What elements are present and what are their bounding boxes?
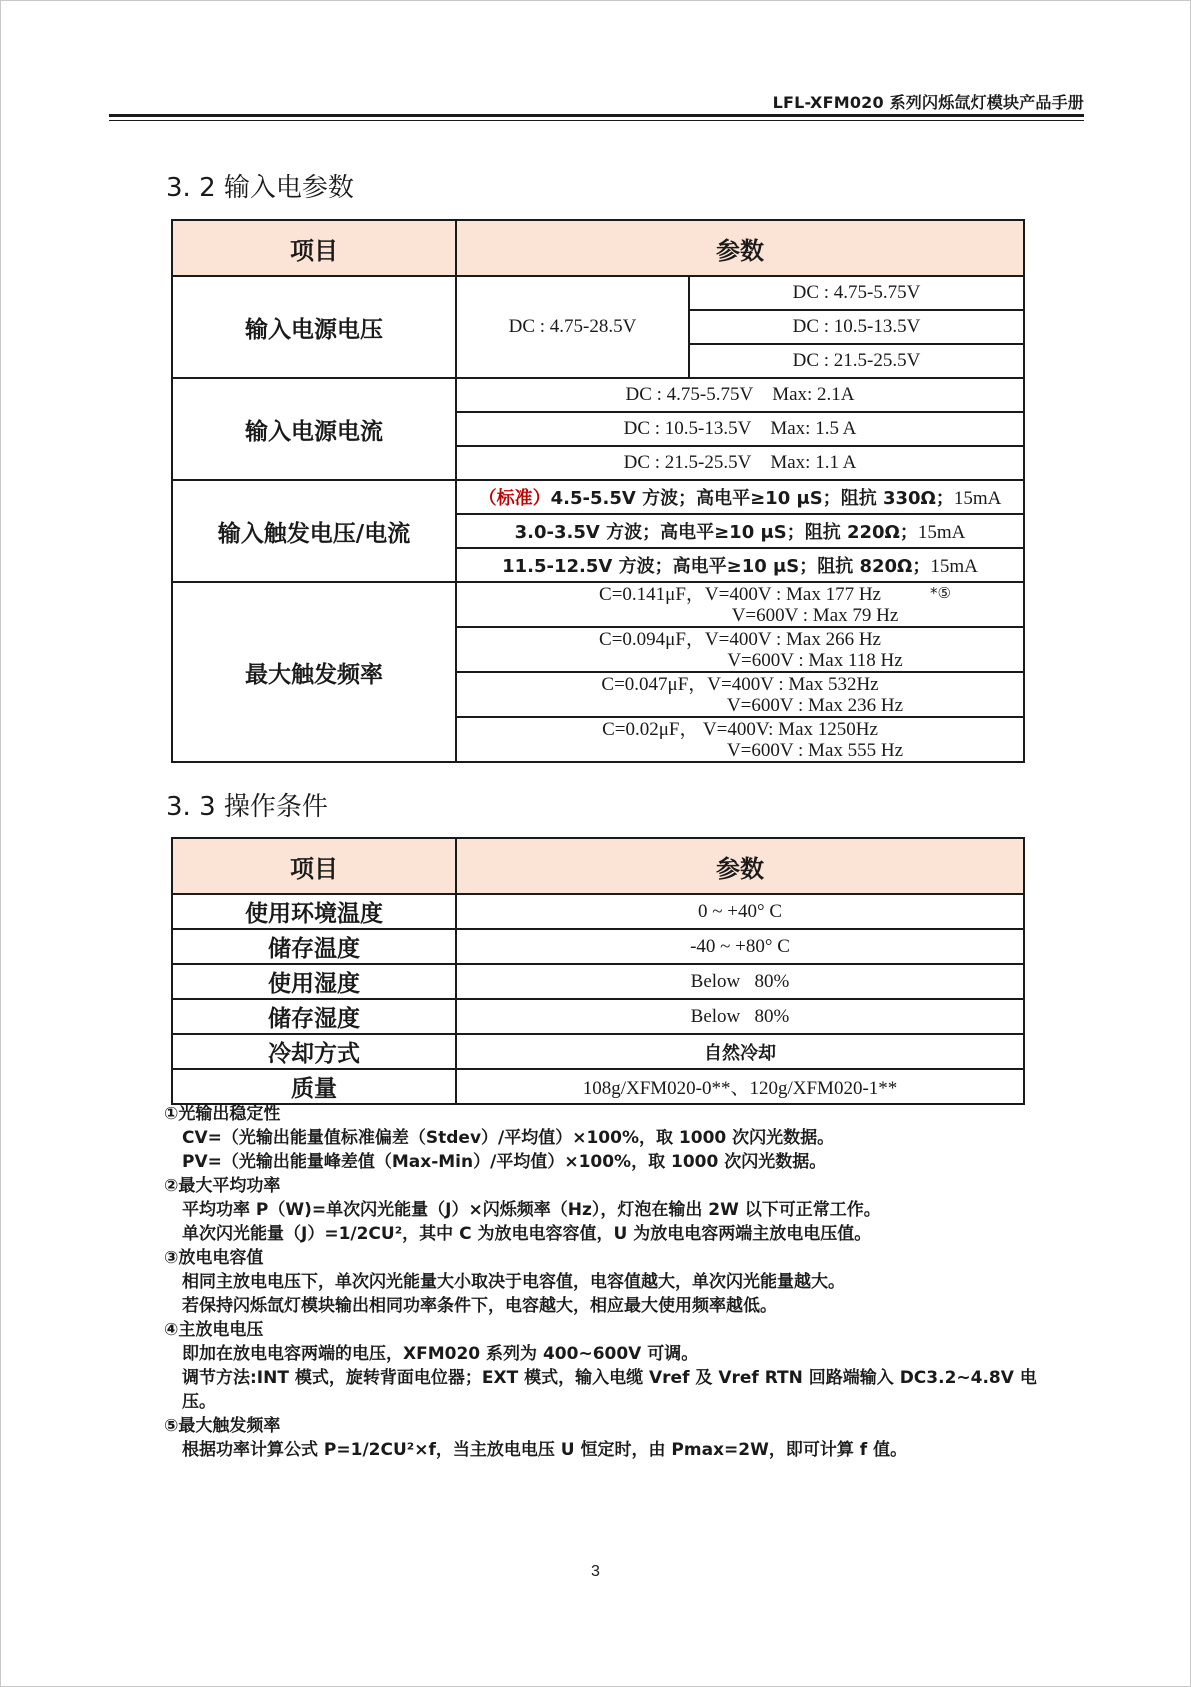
trigger-high: 高电平≥10 μS；: [696, 488, 841, 509]
note-line: CV=（光输出能量值标准偏差（Stdev）/平均值）×100%，取 1000 次闪光数据。: [182, 1128, 835, 1148]
note-line: 平均功率 P（W)=单次闪光能量（J）×闪烁频率（Hz），灯泡在输出 2W 以下可正常工作。: [182, 1200, 881, 1220]
trigger-high: 高电平≥10 μS；: [660, 522, 805, 543]
input-params-table: [171, 219, 1025, 763]
trigger-row: [456, 514, 1024, 548]
note-title: ⑤最大触发频率: [164, 1416, 281, 1436]
condition-label: 使用湿度: [172, 964, 456, 999]
frequency-line1: C=0.094μF，V=400V : Max 266 Hz: [599, 628, 881, 650]
voltage-range: DC : 4.75-28.5V: [456, 276, 689, 378]
col-header-param: 参数: [456, 220, 1024, 276]
header-title: LFL-XFM020 系列闪烁氙灯模块产品手册: [772, 93, 1084, 112]
trigger-current: 15mA: [930, 556, 978, 577]
trigger-impedance: 阻抗 220Ω；: [804, 522, 918, 543]
col-header-item: 项目: [172, 838, 456, 894]
voltage-option: DC : 10.5-13.5V: [689, 310, 1024, 344]
frequency-line2: V=600V : Max 79 Hz: [731, 604, 899, 626]
trigger-row: [456, 480, 1024, 514]
current-max: Max: 1.1 A: [770, 452, 857, 473]
note-line: 即加在放电电容两端的电压，XFM020 系列为 400~600V 可调。: [182, 1344, 699, 1364]
note-line: 相同主放电电压下，单次闪光能量大小取决于电容值，电容值越大，单次闪光能量越大。: [182, 1272, 845, 1292]
row-label-voltage: 输入电源电压: [172, 276, 456, 378]
frequency-row: [456, 672, 1024, 717]
header-rule-thick: [109, 114, 1084, 117]
condition-value: 108g/XFM020-0**、120g/XFM020-1**: [456, 1069, 1024, 1104]
trigger-impedance: 阻抗 820Ω；: [817, 556, 931, 577]
condition-value: -40 ~ +80° C: [456, 929, 1024, 964]
notes-section: [164, 1102, 1064, 1462]
condition-label: 质量: [172, 1069, 456, 1104]
row-label-trigger: 输入触发电压/电流: [172, 480, 456, 582]
voltage-option: DC : 21.5-25.5V: [689, 344, 1024, 378]
trigger-wave: 11.5-12.5V 方波；: [502, 556, 673, 577]
condition-value: Below 80%: [456, 964, 1024, 999]
condition-label: 储存温度: [172, 929, 456, 964]
current-dc: DC : 10.5-13.5V: [623, 418, 752, 439]
row-label-frequency: 最大触发频率: [172, 582, 456, 762]
current-row: [456, 412, 1024, 446]
condition-label: 储存湿度: [172, 999, 456, 1034]
col-header-param: 参数: [456, 838, 1024, 894]
operating-conditions-table: [171, 837, 1025, 1105]
trigger-impedance: 阻抗 330Ω；: [840, 488, 954, 509]
trigger-wave: 4.5-5.5V 方波；: [550, 488, 697, 509]
frequency-line1: C=0.141μF，V=400V : Max 177 Hz: [599, 583, 881, 605]
frequency-line1: C=0.047μF，V=400V : Max 532Hz: [601, 673, 879, 695]
frequency-row: [456, 582, 1024, 627]
note-line: 调节方法:INT 模式，旋转背面电位器；EXT 模式，输入电缆 Vref 及 Vref RTN 回路端输入 DC3.2~4.8V 电压。: [182, 1368, 1037, 1412]
note-line: 根据功率计算公式 P=1/2CU²×f，当主放电电压 U 恒定时，由 Pmax=2W，即可计算 f 值。: [182, 1440, 908, 1460]
note-line: PV=（光输出能量峰差值（Max-Min）/平均值）×100%，取 1000 次闪光数据。: [182, 1152, 827, 1172]
section-title-operating: 3. 3 操作条件: [166, 792, 328, 822]
col-header-item: 项目: [172, 220, 456, 276]
current-row: [456, 378, 1024, 412]
current-max: Max: 1.5 A: [770, 418, 857, 439]
voltage-option: DC : 4.75-5.75V: [689, 276, 1024, 310]
frequency-row: [456, 627, 1024, 672]
header-rule-thin: [109, 120, 1084, 121]
frequency-line2: V=600V : Max 236 Hz: [726, 694, 904, 716]
note-line: 若保持闪烁氙灯模块输出相同功率条件下，电容越大，相应最大使用频率越低。: [182, 1296, 777, 1316]
current-row: [456, 446, 1024, 480]
condition-label: 冷却方式: [172, 1034, 456, 1069]
note-title: ④主放电电压: [164, 1320, 264, 1340]
frequency-line2: V=600V : Max 555 Hz: [726, 739, 904, 761]
note-title: ①光输出稳定性: [164, 1104, 281, 1124]
note-title: ③放电电容值: [164, 1248, 264, 1268]
trigger-current: 15mA: [953, 488, 1002, 509]
condition-value: 自然冷却: [456, 1034, 1024, 1069]
section-title-input: 3. 2 输入电参数: [166, 173, 354, 203]
trigger-current: 15mA: [917, 522, 966, 543]
frequency-row: [456, 717, 1024, 762]
note-title: ②最大平均功率: [164, 1176, 281, 1196]
note-reference: *⑤: [930, 584, 951, 602]
frequency-line1: C=0.02μF， V=400V: Max 1250Hz: [602, 718, 878, 740]
standard-tag: （标准）: [478, 488, 551, 509]
note-line: 单次闪光能量（J）=1/2CU²，其中 C 为放电电容容值，U 为放电电容两端主放电电压值。: [182, 1224, 872, 1244]
condition-value: Below 80%: [456, 999, 1024, 1034]
trigger-row: [456, 548, 1024, 582]
current-max: Max: 2.1A: [772, 384, 855, 405]
trigger-high: 高电平≥10 μS；: [672, 556, 818, 577]
condition-value: 0 ~ +40° C: [456, 894, 1024, 929]
current-dc: DC : 4.75-5.75V: [625, 384, 754, 405]
condition-label: 使用环境温度: [172, 894, 456, 929]
row-label-current: 输入电源电流: [172, 378, 456, 480]
frequency-line2: V=600V : Max 118 Hz: [727, 649, 903, 671]
current-dc: DC : 21.5-25.5V: [623, 452, 752, 473]
trigger-wave: 3.0-3.5V 方波；: [514, 522, 661, 543]
page-number: 3: [591, 1563, 600, 1580]
